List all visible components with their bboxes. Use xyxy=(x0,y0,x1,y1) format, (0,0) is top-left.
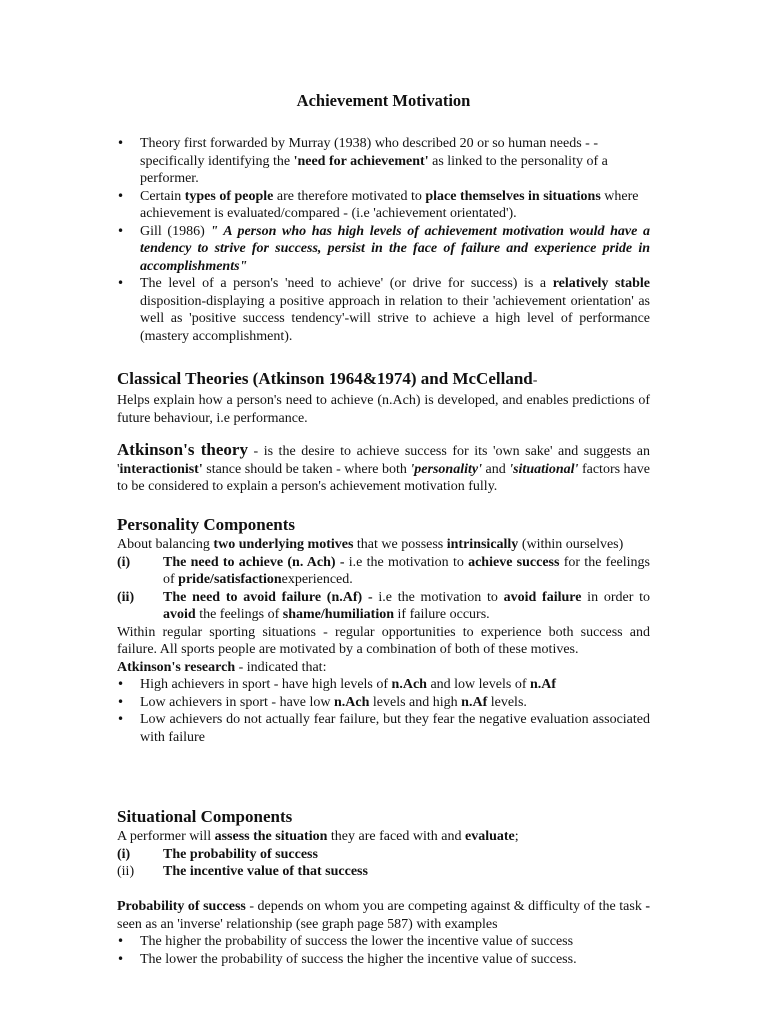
list-item: • Gill (1986) " A person who has high levels of achievement motivation would have a tendency to strive for success, persist in the face of failure and experience pride in accomplishments" xyxy=(117,223,650,276)
section-heading: Personality Components xyxy=(117,515,296,534)
numbered-item: (ii) The need to avoid failure (n.Af) - i.e the motivation to avoid failure in order to avoid the feelings of shame/humiliation if failure occurs. xyxy=(117,589,650,622)
numbered-item: (i) The probability of success xyxy=(117,846,318,862)
classical-theories-section xyxy=(117,368,650,427)
paragraph: About balancing two underlying motives that we possess intrinsically (within ourselves) xyxy=(117,537,624,552)
list-item: • The level of a person's 'need to achieve' (or drive for success) is a relatively stable disposition-displaying a positive approach in relation to their 'achievement orientation' as well as 'positive success tendency'-will strive to achieve a high level of performance (mastery accomplishment). xyxy=(117,275,650,345)
probability-section xyxy=(117,898,650,968)
paragraph: Within regular sporting situations - regular opportunities to experience both success and failure. All sports people are motivated by a combination of both of these motives. xyxy=(117,624,650,657)
list-item: • Certain types of people are therefore motivated to place themselves in situations where achievement is evaluated/compared - (i.e 'achievement orientated'). xyxy=(117,188,650,223)
section-heading: Situational Components xyxy=(117,807,293,826)
list-item: • Low achievers do not actually fear failure, but they fear the negative evaluation associated with failure xyxy=(117,711,650,746)
section-heading: Classical Theories (Atkinson 1964&1974) and McCelland- xyxy=(117,369,538,388)
paragraph: Helps explain how a person's need to achieve (n.Ach) is developed, and enables predictions of future behaviour, i.e performance. xyxy=(117,393,650,426)
intro-section xyxy=(117,135,650,345)
list-item: • The higher the probability of success the lower the incentive value of success xyxy=(117,933,650,951)
paragraph: Probability of success - depends on whom you are competing against & difficulty of the task - seen as an 'inverse' relationship (see graph page 587) with examples xyxy=(117,899,650,932)
paragraph: Atkinson's theory - is the desire to achieve success for its 'own sake' and suggests an 'interactionist' stance should be taken - where both 'personality' and 'situational' factors have to be considered to explain a person's achievement motivation fully. xyxy=(117,440,650,494)
paragraph: A performer will assess the situation they are faced with and evaluate; xyxy=(117,829,519,844)
list-item: • High achievers in sport - have high levels of n.Ach and low levels of n.Af xyxy=(117,676,650,694)
page-title: Achievement Motivation xyxy=(296,91,471,110)
list-item: • Low achievers in sport - have low n.Ach levels and high n.Af levels. xyxy=(117,694,650,712)
numbered-item: (i) The need to achieve (n. Ach) - i.e the motivation to achieve success for the feelings of pride/satisfactionexperienced. xyxy=(117,554,650,587)
probability-bullet-list xyxy=(117,933,650,968)
personality-components-section xyxy=(117,514,650,746)
intro-bullet-list xyxy=(117,135,650,345)
situational-components-section xyxy=(117,806,650,881)
list-item: • Theory first forwarded by Murray (1938) who described 20 or so human needs - - specifically identifying the 'need for achievement' as linked to the personality of a performer. xyxy=(117,135,650,188)
list-item: • The lower the probability of success the higher the incentive value of success. xyxy=(117,951,650,969)
atkinson-theory-section xyxy=(117,441,650,496)
paragraph: Atkinson's research - indicated that: xyxy=(117,659,327,675)
research-bullet-list xyxy=(117,676,650,746)
numbered-item: (ii) The incentive value of that success xyxy=(117,864,368,879)
